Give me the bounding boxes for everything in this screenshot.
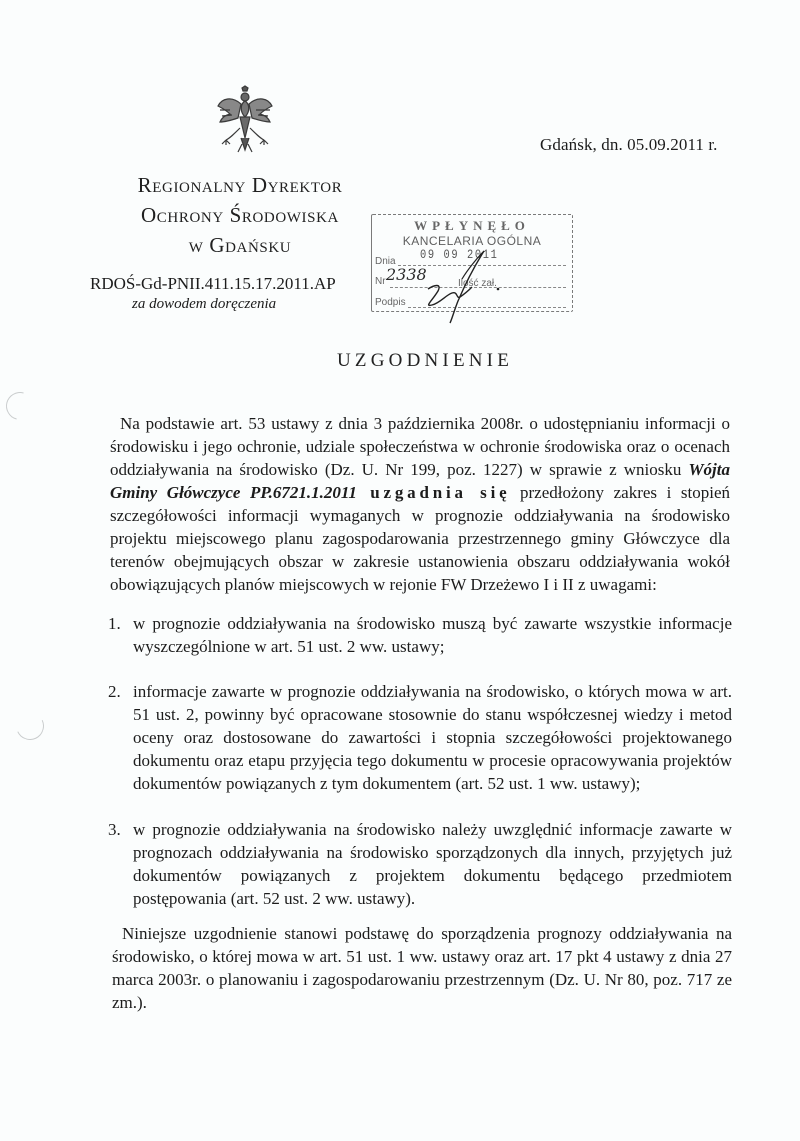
reverse-side-bleed-through xyxy=(268,88,788,109)
stamp-attachments-label: Ilość zał. xyxy=(458,278,497,289)
condition-item xyxy=(108,818,732,910)
stamp-signature-label: Podpis xyxy=(375,297,406,308)
stamp-date: 09 09 2011 xyxy=(420,247,499,262)
polish-eagle-emblem-icon xyxy=(214,84,276,156)
case-reference-number: RDOŚ-Gd-PNII.411.15.17.2011.AP xyxy=(90,274,336,293)
intro-paragraph xyxy=(110,412,730,596)
condition-number: 1. xyxy=(108,614,121,633)
received-stamp xyxy=(371,214,573,312)
stamp-handwritten-number: 2338 xyxy=(386,265,427,284)
punch-hole-mark xyxy=(1,387,39,425)
handwritten-signature-icon xyxy=(372,215,572,325)
punch-hole-mark xyxy=(12,708,48,744)
stamp-number-label: Nr xyxy=(375,276,386,287)
intro-text: Na podstawie art. 53 ustawy z dnia 3 października 2008r. o udostępnianiu informacji o środowisku i jego ochronie, udziale społeczeństwa w ochronie środowiska oraz o ocenach oddziaływania na środowisko (Dz. U. Nr 199, poz. 1227) w sprawie z wniosku xyxy=(110,414,730,479)
condition-text: w prognozie oddziaływania na środowisko należy uwzględnić informacje zawarte w prognozach oddziaływania na środowisko sporządzonych dla innych, przyjętych już dokumentów powiązanych z projektem dokumentu będącego przedmiotem postępowania (art. 52 ust. 2 ww. ustawy). xyxy=(133,820,732,908)
document-date: Gdańsk, dn. 05.09.2011 r. xyxy=(540,135,718,154)
document-title: UZGODNIENIE xyxy=(337,350,513,371)
delivery-note: za dowodem doręczenia xyxy=(132,296,277,312)
condition-number: 2. xyxy=(108,682,121,701)
closing-paragraph: Niniejsze uzgodnienie stanowi podstawę do sporządzenia prognozy oddziaływania na środowisko, o której mowa w art. 51 ust. 1 ww. ustawy oraz art. 17 pkt 4 ustawy z dnia 27 marca 2003r. o planowaniu i zagospodarowaniu przestrzennym (Dz. U. Nr 80, poz. 717 ze zm.). xyxy=(112,924,732,1012)
authority-line: Ochrony Środowiska xyxy=(141,203,339,227)
condition-text: informacje zawarte w prognozie oddziaływania na środowisko, o których mowa w art. 51 ust. 2, powinny być opracowane stosownie do stanu współczesnej wiedzy i metod oceny oraz dostosowane do zawartości i stopnia szczegółowości projektowanego dokumentu oraz etapu przyjęcia tego dokumentu w procesie opracowywania projektów dokumentów powiązanych z tym dokumentem (art. 52 ust. 1 ww. ustawy); xyxy=(133,682,732,793)
applicant-name: Wójta Gminy Główczyce PP.6721.1.2011 xyxy=(110,460,730,502)
authority-line: w Gdańsku xyxy=(188,233,292,257)
stamp-office: KANCELARIA OGÓLNA xyxy=(402,234,542,248)
issuing-authority xyxy=(100,170,380,260)
intro-text-continued: przedłożony zakres i stopień szczegółowości informacji wymaganych w prognozie oddziaływania na środowisko projektu miejscowego planu zagospodarowania przestrzennego gminy Główczyce dla terenów obejmujących obszar w zakresie ustanowienia obszaru oddziaływania wokół obowiązujących planów miejscowych w rejonie FW Drzeżewo I i II z uwagami: xyxy=(110,483,730,594)
decision-verb: uzgadnia się xyxy=(356,483,511,502)
stamp-heading: WPŁYNĘŁO xyxy=(414,218,530,233)
condition-item xyxy=(108,680,732,795)
condition-item xyxy=(108,612,732,658)
condition-text: w prognozie oddziaływania na środowisko muszą być zawarte wszystkie informacje wyszczególnione w art. 51 ust. 2 ww. ustawy; xyxy=(133,614,732,656)
stamp-date-label: Dnia xyxy=(375,256,396,267)
authority-line: Regionalny Dyrektor xyxy=(137,173,343,197)
condition-number: 3. xyxy=(108,820,121,839)
